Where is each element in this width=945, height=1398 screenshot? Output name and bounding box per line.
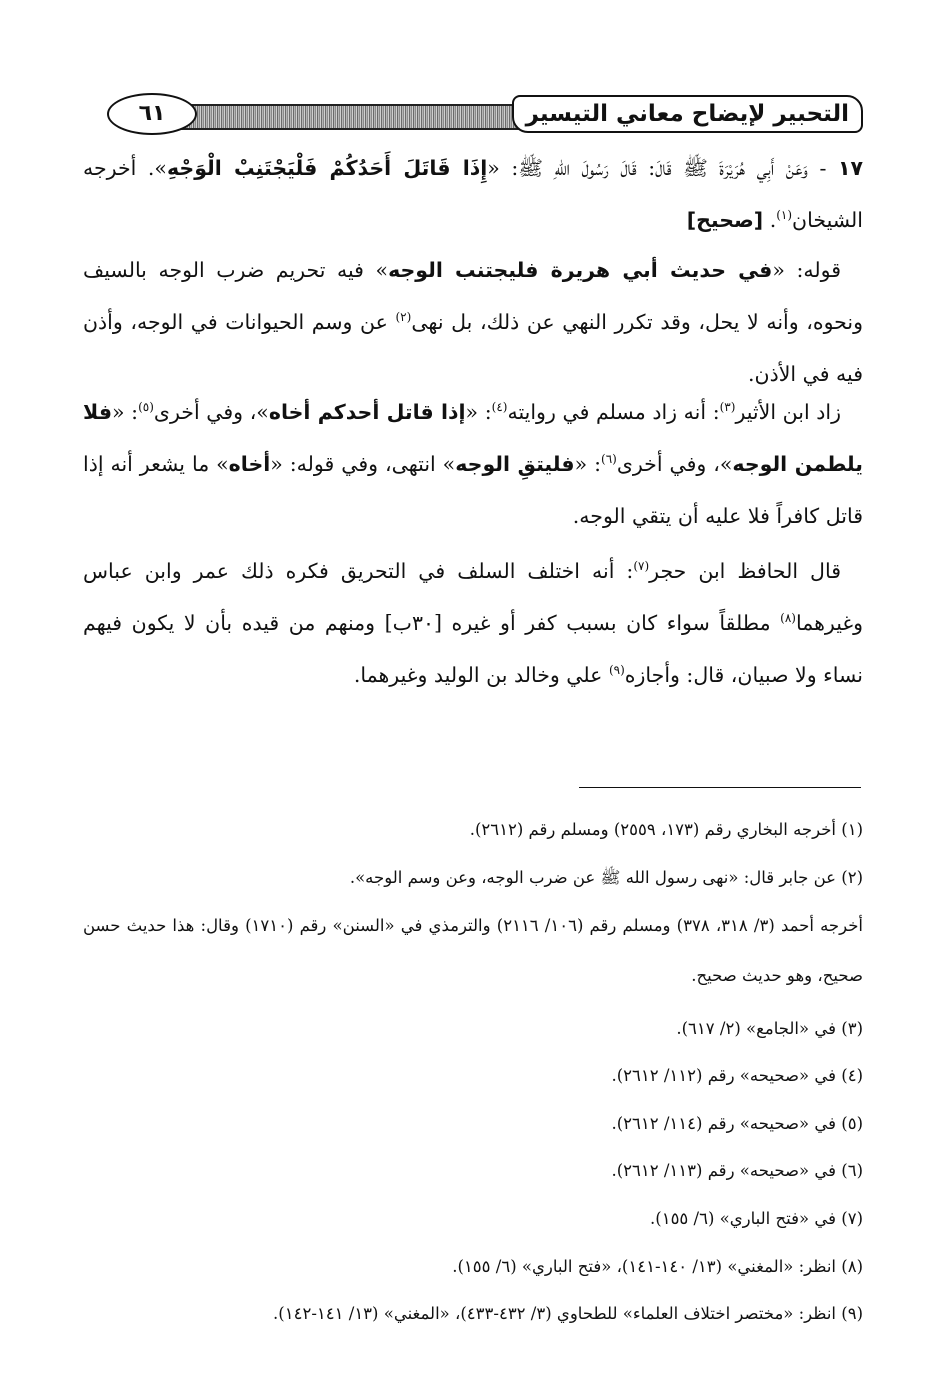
hadith-grade: [صحيح] bbox=[686, 208, 764, 232]
para3-text-e: »، وفي أخرى bbox=[153, 400, 269, 424]
footnote-6: (٦) في «صحيحه» رقم (١١٣/ ٢٦١٢). bbox=[611, 1161, 863, 1180]
para3-text-m: » ما يشعر أنه إذا قاتل كافراً فلا عليه أن يتقي الوجه. bbox=[83, 452, 863, 528]
para3-quote-1: إذا قاتل أحدكم أخاه bbox=[268, 400, 466, 424]
footnote-8: (٨) انظر: «المغني» (١٣/ ١٤٠-١٤١)، «فتح الباري» (٦/ ١٥٥). bbox=[452, 1257, 863, 1276]
footnote-9: (٩) انظر: «مختصر اختلاف العلماء» للطحاوي (٣/ ٤٣٢-٤٣٣)، «المغني» (١٣/ ١٤١-١٤٢). bbox=[273, 1304, 863, 1323]
para2-text-d: عن وسم الحيوانات في الوجه، وأذن فيه في الأذن. bbox=[83, 310, 863, 386]
footnote-2-continued: أخرجه أحمد (٣/ ٣١٨، ٣٧٨) ومسلم رقم (١٠٦/ ٢١١٦) والترمذي في «السنن» رقم (١٧١٠) وقال: هذا حديث حسن صحيح، وهو حديث صحيح. bbox=[83, 916, 864, 985]
para4-text-b: : أنه اختلف السلف في التحريق فكره ذلك عمر وابن عباس وغيرهما bbox=[83, 559, 864, 635]
hadith-matn: إِذَا قَاتَلَ أَحَدُكُمْ فَلْيَجْتَنِبْ الْوَجْهِ bbox=[166, 156, 488, 180]
para3-text-k: » انتهى، وفي قوله: « bbox=[270, 452, 456, 476]
commentary-paragraph-2 bbox=[83, 386, 863, 542]
footnote-ref-5[interactable]: (٥) bbox=[138, 400, 154, 415]
commentary-paragraph-1 bbox=[83, 244, 863, 400]
book-title: التحبير لإيضاح معاني التيسير bbox=[512, 95, 863, 133]
hadith-intro: وَعَنْ أَبِي هُرَيْرَةَ ﷺ قَالَ: قَالَ رَسُولَ اللهِ ﷺ: « bbox=[487, 156, 808, 180]
para3-text-a: زاد ابن الأثير bbox=[735, 400, 842, 424]
footnote-ref-4[interactable]: (٤) bbox=[491, 400, 508, 415]
footnote-ref-8[interactable]: (٨) bbox=[780, 611, 796, 626]
footnote-5: (٥) في «صحيحه» رقم (١١٤/ ٢٦١٢). bbox=[611, 1114, 863, 1133]
footnote-4: (٤) في «صحيحه» رقم (١١٢/ ٢٦١٢). bbox=[611, 1066, 863, 1085]
hadith-number: ١٧ bbox=[837, 156, 863, 180]
footnote-ref-3[interactable]: (٣) bbox=[719, 400, 736, 415]
para2-quote: في حديث أبي هريرة فليجتنب الوجه bbox=[388, 258, 773, 282]
para3-text-b: : أنه زاد مسلم في روايته bbox=[507, 400, 720, 424]
para2-text-a: قوله: « bbox=[772, 258, 841, 282]
para2-text-c: » فيه تحريم ضرب الوجه بالسيف ونحوه، وأنه لا يحل، وقد تكرر النهي عن ذلك، بل نهى bbox=[83, 258, 864, 334]
footnote-ref-6[interactable]: (٦) bbox=[601, 452, 617, 467]
para4-text-a: قال الحافظ ابن حجر bbox=[649, 559, 841, 583]
para4-text-c: مطلقاً سواء كان بسبب كفر أو غيره [٣٠ب] ومنهم من قيده بأن لا يكون فيهم نساء ولا صبيان، قال: وأجازه bbox=[83, 611, 863, 687]
para3-quote-3: فليتقِ الوجه bbox=[455, 452, 575, 476]
para3-text-c: : « bbox=[465, 400, 492, 424]
footnote-2: (٢) عن جابر قال: «نهى رسول الله ﷺ عن ضرب الوجه، وعن وسم الوجه». bbox=[349, 868, 863, 887]
footnote-ref-1[interactable]: (١) bbox=[776, 208, 793, 223]
para3-text-i: : « bbox=[574, 452, 601, 476]
hadith-takhrij: ». أخرجه الشيخان bbox=[83, 156, 863, 232]
para3-text-h: »، وفي أخرى bbox=[616, 452, 733, 476]
para4-text-d: علي وخالد بن الوليد وغيرهما. bbox=[353, 663, 609, 687]
footnote-separator bbox=[579, 787, 861, 788]
para3-text-f: : « bbox=[112, 400, 139, 424]
para3-quote-4: أخاه bbox=[228, 452, 271, 476]
hadith-paragraph: ١٧ - وَعَنْ أَبِي هُرَيْرَةَ ﷺ قَالَ: قَالَ رَسُولَ اللهِ ﷺ: «إِذَا قَاتَلَ أَحَدُكُمْ فَلْيَجْتَنِبْ الْوَجْهِ». أخرجه الشيخان$^{(١)}$. [صحيح] bbox=[83, 156, 863, 232]
commentary-paragraph-3 bbox=[83, 545, 863, 701]
footnote-3: (٣) في «الجامع» (٢/ ٦١٧). bbox=[676, 1019, 863, 1038]
footnote-7: (٧) في «فتح الباري» (٦/ ١٥٥). bbox=[650, 1209, 863, 1228]
footnote-1: (١) أخرجه البخاري رقم (١٧٣، ٢٥٥٩) ومسلم رقم (٢٦١٢). bbox=[469, 820, 863, 839]
page-number: ٦١ bbox=[107, 93, 197, 135]
footnote-ref-7[interactable]: (٧) bbox=[633, 559, 650, 574]
footnote-ref-9[interactable]: (٩) bbox=[608, 663, 625, 678]
footnote-ref-2[interactable]: (٢) bbox=[395, 310, 412, 325]
para3-quote-2: فلا يلطمن الوجه bbox=[83, 400, 863, 476]
hadith-separator: . bbox=[763, 208, 777, 232]
running-header bbox=[95, 95, 863, 135]
